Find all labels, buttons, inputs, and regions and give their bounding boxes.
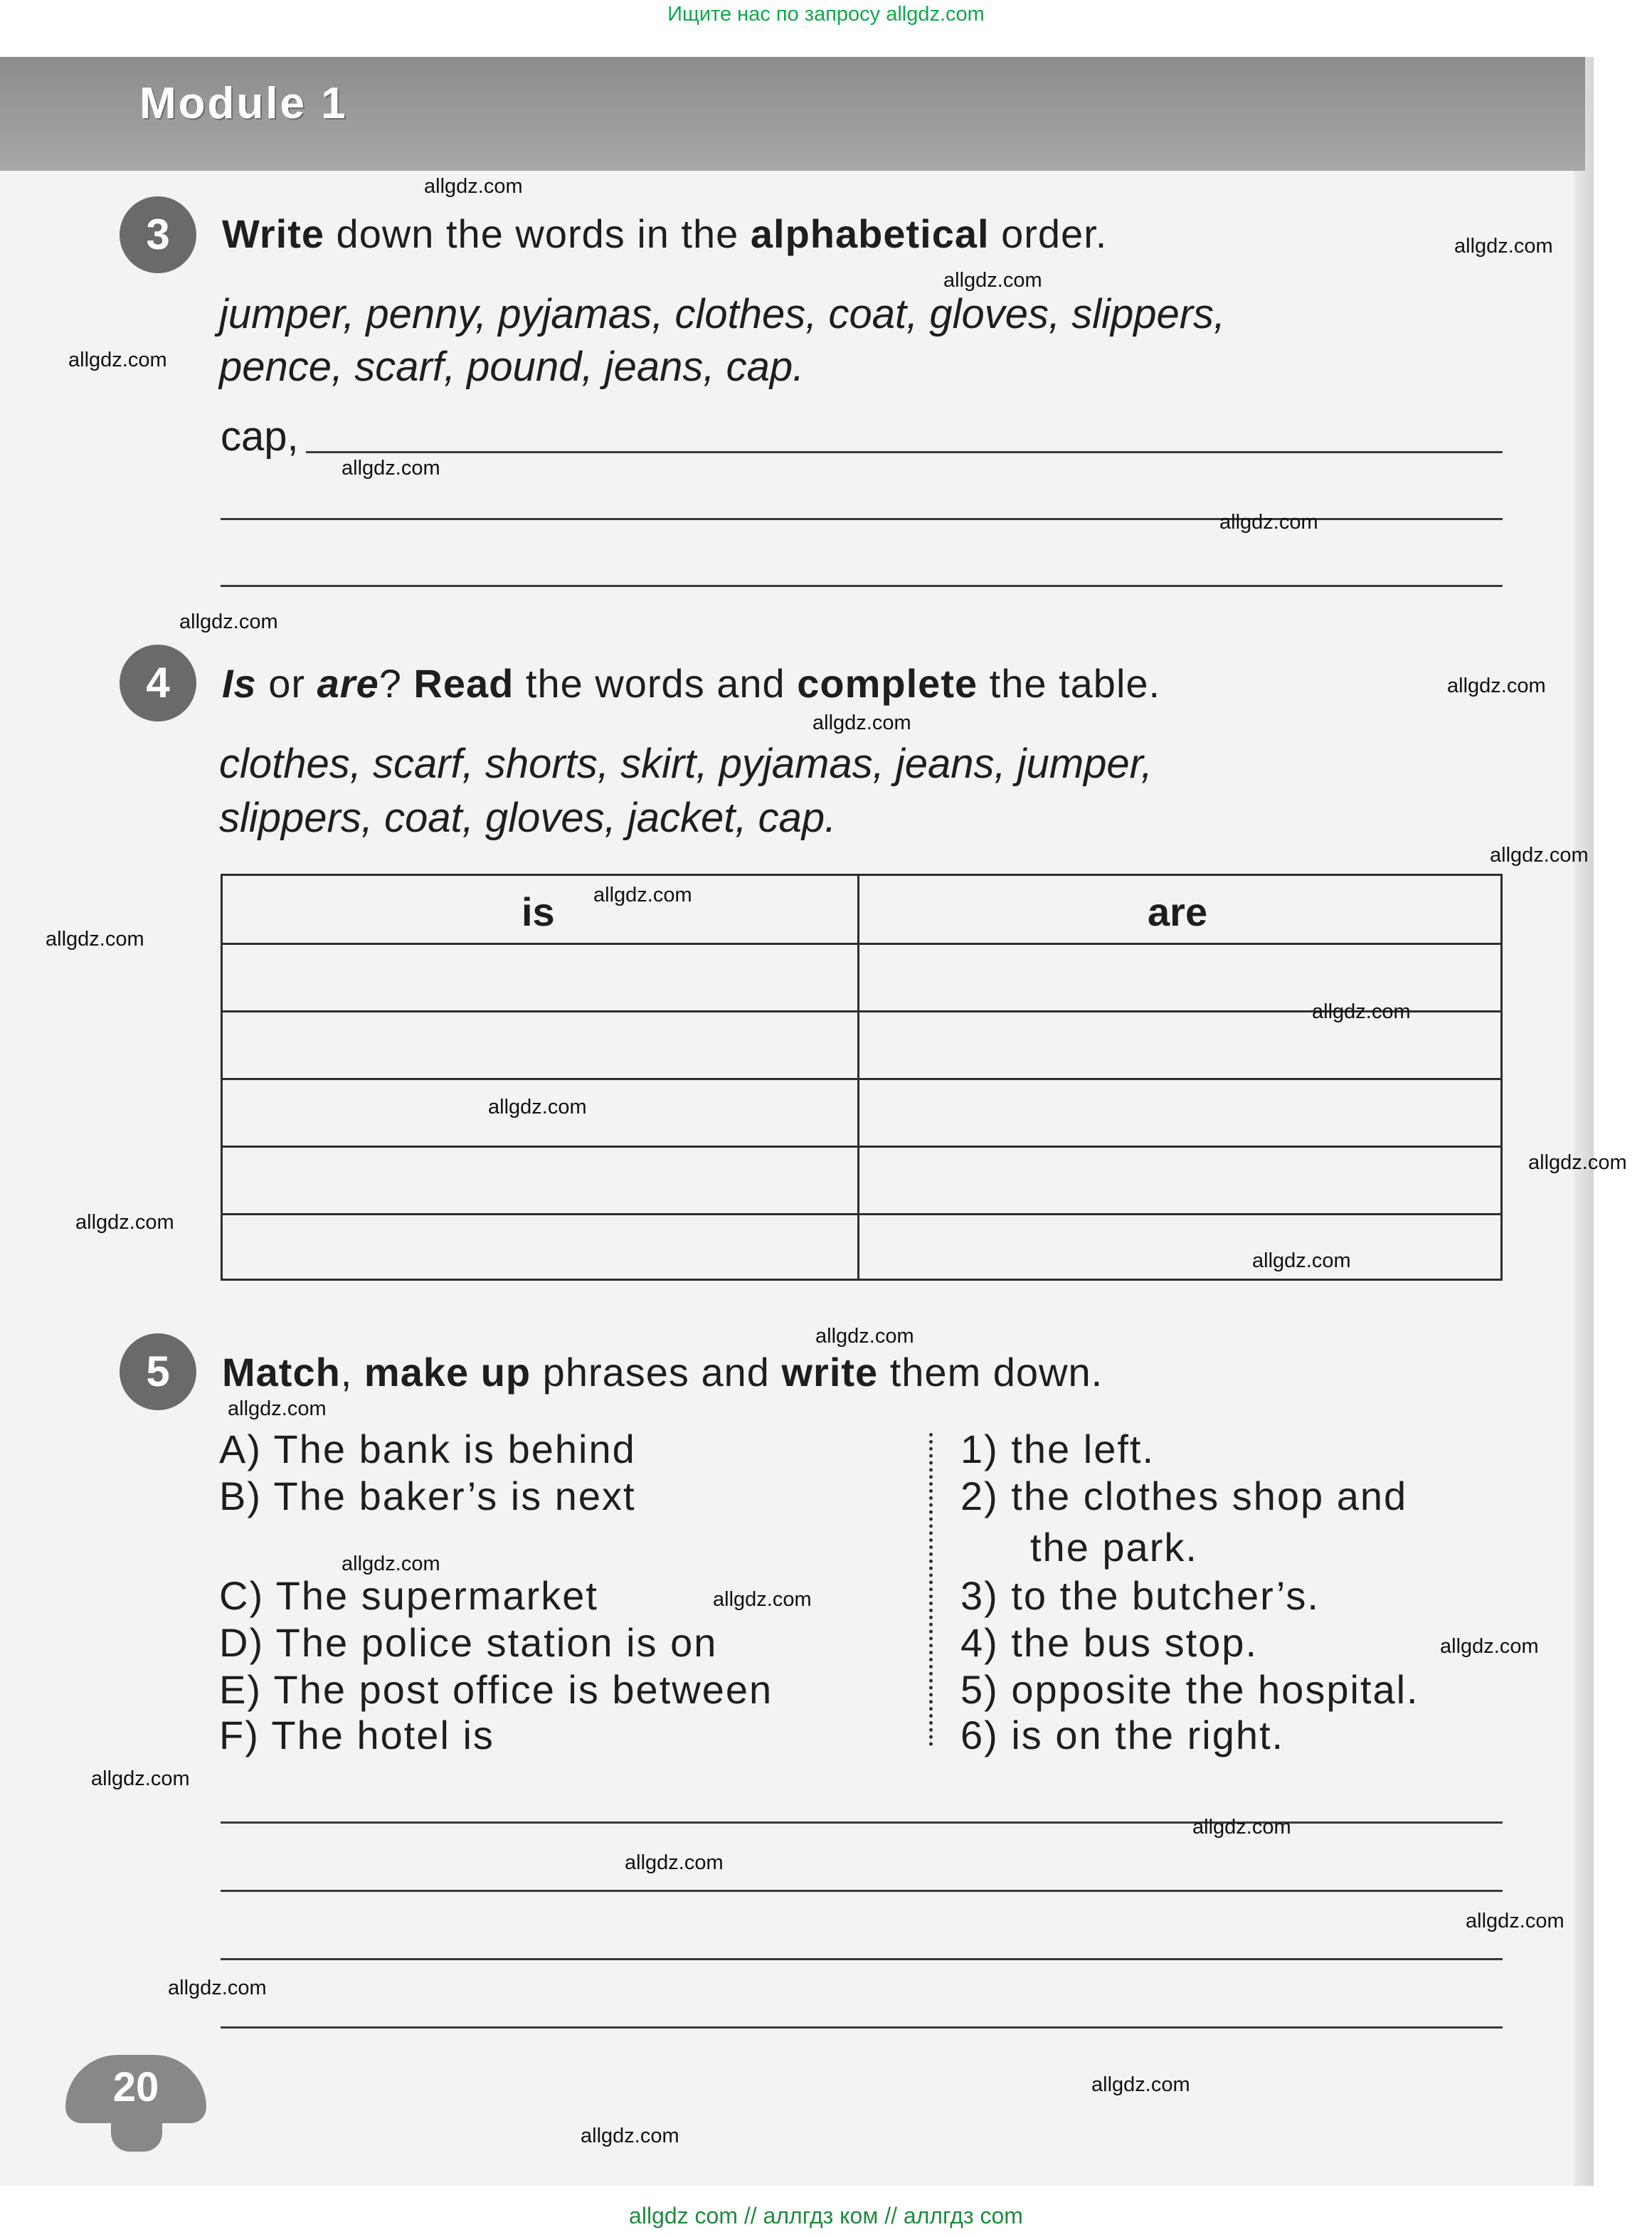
watermark: allgdz.com bbox=[1466, 1910, 1564, 1932]
module-title: Module 1 bbox=[139, 79, 348, 128]
instr-make-up: make up bbox=[364, 1350, 531, 1395]
watermark: allgdz.com bbox=[179, 610, 278, 633]
watermark: allgdz.com bbox=[815, 1325, 914, 1348]
watermark: allgdz.com bbox=[424, 175, 523, 198]
instr-text: , bbox=[340, 1350, 364, 1395]
page-number: 20 bbox=[112, 2064, 159, 2110]
exercise-3-words-line-2: pence, scarf, pound, jeans, cap. bbox=[219, 344, 805, 390]
watermark: allgdz.com bbox=[1252, 1249, 1351, 1272]
match-right-item: the park. bbox=[1030, 1525, 1198, 1570]
answer-line[interactable] bbox=[221, 1890, 1503, 1892]
instr-text: the table. bbox=[978, 661, 1161, 706]
watermark: allgdz.com bbox=[228, 1397, 327, 1420]
watermark: allgdz.com bbox=[943, 269, 1042, 292]
instr-are: are bbox=[317, 661, 379, 706]
match-right-item: 3) to the butcher’s. bbox=[960, 1573, 1320, 1618]
match-right-item: 6) is on the right. bbox=[960, 1713, 1285, 1757]
exercise-4-instruction bbox=[222, 660, 1160, 707]
instr-write: write bbox=[781, 1350, 879, 1395]
instr-alphabetical: alphabetical bbox=[750, 211, 990, 256]
exercise-3-words-line-1: jumper, penny, pyjamas, clothes, coat, gloves, slippers, bbox=[219, 291, 1226, 337]
exercise-5-instruction bbox=[222, 1349, 1103, 1395]
table-header-are: are bbox=[1148, 889, 1208, 934]
watermark: allgdz.com bbox=[1454, 235, 1553, 258]
watermark: allgdz.com bbox=[593, 884, 692, 906]
answer-line[interactable] bbox=[306, 451, 1503, 453]
watermark: allgdz.com bbox=[341, 457, 440, 480]
watermark: allgdz.com bbox=[1192, 1816, 1291, 1839]
table-row-line bbox=[223, 943, 1500, 945]
match-right-item: 4) the bus stop. bbox=[960, 1620, 1259, 1665]
watermark: allgdz.com bbox=[488, 1096, 587, 1118]
instr-complete: complete bbox=[797, 661, 978, 706]
instr-read: Read bbox=[413, 661, 514, 706]
watermark: allgdz.com bbox=[1440, 1635, 1539, 1658]
watermark: allgdz.com bbox=[713, 1588, 812, 1611]
watermark: allgdz.com bbox=[68, 349, 167, 371]
instr-text: order. bbox=[989, 211, 1108, 256]
watermark: allgdz.com bbox=[1528, 1151, 1627, 1174]
watermark: allgdz.com bbox=[625, 1851, 724, 1874]
table-row-line bbox=[223, 1078, 1500, 1080]
match-right-item: 1) the left. bbox=[960, 1427, 1155, 1471]
watermark: allgdz.com bbox=[1312, 1000, 1411, 1023]
exercise-4-words-line-2: slippers, coat, gloves, jacket, cap. bbox=[219, 795, 837, 841]
is-are-table bbox=[221, 874, 1503, 1281]
match-left-item: B) The baker’s is next bbox=[219, 1474, 636, 1518]
match-right-item: 2) the clothes shop and bbox=[960, 1474, 1408, 1518]
instr-text: the words and bbox=[514, 661, 798, 706]
instr-text: or bbox=[256, 661, 317, 706]
watermark: allgdz.com bbox=[1447, 675, 1546, 697]
exercise-3-number: 3 bbox=[120, 196, 196, 273]
table-row-line bbox=[223, 1213, 1500, 1215]
instr-text: phrases and bbox=[531, 1350, 782, 1395]
exercise-5-number: 5 bbox=[120, 1333, 196, 1410]
match-left-item: C) The supermarket bbox=[219, 1573, 598, 1618]
table-row-line bbox=[223, 1146, 1500, 1148]
match-left-item: E) The post office is between bbox=[219, 1667, 773, 1712]
watermark: allgdz.com bbox=[1490, 844, 1589, 867]
instr-match: Match bbox=[222, 1350, 341, 1395]
exercise-4-number: 4 bbox=[120, 645, 196, 721]
exercise-3-answer-start: cap, bbox=[221, 413, 299, 460]
match-left-item: A) The bank is behind bbox=[219, 1427, 636, 1471]
watermark: allgdz.com bbox=[812, 712, 911, 734]
instr-text: down the words in the bbox=[324, 211, 751, 256]
match-left-item: F) The hotel is bbox=[219, 1713, 494, 1757]
mushroom-stem bbox=[111, 2115, 162, 2152]
page-edge bbox=[1574, 57, 1594, 2186]
watermark: allgdz.com bbox=[91, 1767, 190, 1790]
match-divider bbox=[929, 1433, 933, 1746]
answer-line[interactable] bbox=[221, 2026, 1503, 2029]
instr-is: Is bbox=[222, 661, 257, 706]
exercise-3-instruction bbox=[222, 211, 1107, 257]
watermark: allgdz.com bbox=[168, 1977, 267, 1999]
match-left-item: D) The police station is on bbox=[219, 1620, 718, 1665]
instr-write: Write bbox=[222, 211, 324, 256]
match-right-item: 5) opposite the hospital. bbox=[960, 1667, 1419, 1712]
watermark: allgdz.com bbox=[75, 1211, 174, 1234]
watermark: allgdz.com bbox=[46, 928, 144, 951]
table-divider bbox=[857, 876, 859, 1279]
table-header-is: is bbox=[521, 889, 555, 934]
answer-line[interactable] bbox=[221, 1821, 1503, 1824]
top-note: Ищите нас по запросу allgdz.com bbox=[667, 3, 985, 26]
watermark: allgdz.com bbox=[581, 2125, 679, 2147]
exercise-4-words-line-1: clothes, scarf, shorts, skirt, pyjamas, jeans, jumper, bbox=[219, 741, 1153, 787]
instr-text: ? bbox=[378, 661, 414, 706]
watermark: allgdz.com bbox=[1091, 2073, 1190, 2096]
bottom-note: allgdz com // аллгдз ком // аллгдз com bbox=[629, 2203, 1023, 2228]
instr-text: them down. bbox=[878, 1350, 1103, 1395]
watermark: allgdz.com bbox=[1219, 511, 1318, 534]
watermark: allgdz.com bbox=[341, 1553, 440, 1575]
answer-line[interactable] bbox=[221, 585, 1503, 587]
table-row-line bbox=[223, 1010, 1500, 1012]
answer-line[interactable] bbox=[221, 1958, 1503, 1960]
